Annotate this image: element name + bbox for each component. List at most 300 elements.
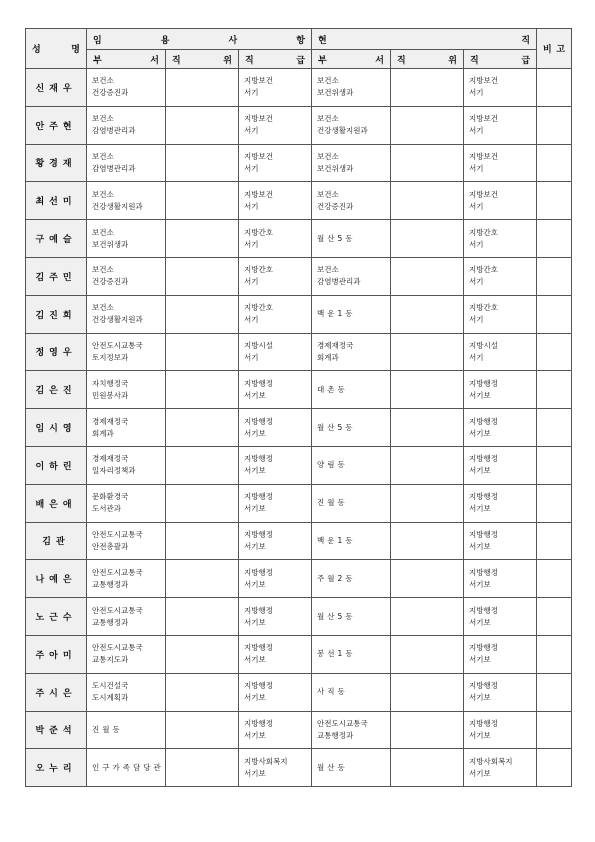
current-dept-line: 회계과 <box>317 352 339 362</box>
appointment-grade-line: 서기보 <box>244 504 266 514</box>
person-name: 최선미 <box>26 182 87 220</box>
appointment-dept-line: 보건소 <box>92 227 114 237</box>
person-name: 김진희 <box>26 295 87 333</box>
table-row <box>26 560 572 598</box>
remark-cell <box>537 333 572 371</box>
current-dept <box>312 257 391 295</box>
appointment-grade <box>239 446 312 484</box>
appointment-grade-line: 지방간호 <box>244 227 273 237</box>
current-position <box>391 333 464 371</box>
appointment-grade-line: 지방보건 <box>244 114 273 124</box>
appointment-dept <box>87 371 166 409</box>
current-grade-line: 서기 <box>469 126 484 136</box>
appointment-document <box>25 28 571 787</box>
table-row <box>26 635 572 673</box>
current-grade-line: 서기보 <box>469 693 491 703</box>
current-grade-line: 지방행정 <box>469 529 498 539</box>
appointment-grade <box>239 560 312 598</box>
current-dept <box>312 484 391 522</box>
current-dept-line: 경제재정국 <box>317 340 354 350</box>
appointment-dept-line: 경제재정국 <box>92 454 129 464</box>
person-name: 김관 <box>26 522 87 560</box>
current-position <box>391 673 464 711</box>
appointment-grade-line: 서기 <box>244 352 259 362</box>
person-name: 정영우 <box>26 333 87 371</box>
appointment-dept-line: 경제재정국 <box>92 416 129 426</box>
current-position <box>391 295 464 333</box>
current-dept-line: 건강생활지원과 <box>317 126 368 136</box>
header-appointment-position: 직 위 <box>166 50 239 69</box>
current-grade <box>464 409 537 447</box>
current-grade-line: 서기보 <box>469 541 491 551</box>
appointment-dept-line: 감염병관리과 <box>92 163 136 173</box>
current-grade-line: 서기보 <box>469 730 491 740</box>
current-grade-line: 서기보 <box>469 579 491 589</box>
appointment-grade-line: 지방행정 <box>244 529 273 539</box>
table-row <box>26 69 572 107</box>
appointment-grade-line: 서기 <box>244 126 259 136</box>
current-grade <box>464 522 537 560</box>
appointment-grade-line: 지방보건 <box>244 151 273 161</box>
appointment-grade-line: 서기보 <box>244 579 266 589</box>
person-name: 김주민 <box>26 257 87 295</box>
current-dept-line: 보건소 <box>317 76 339 86</box>
table-row <box>26 333 572 371</box>
appointment-dept <box>87 598 166 636</box>
appointment-grade-line: 서기보 <box>244 693 266 703</box>
table-row <box>26 711 572 749</box>
current-position <box>391 635 464 673</box>
current-grade-line: 지방간호 <box>469 227 498 237</box>
appointment-dept-line: 교통행정과 <box>92 579 129 589</box>
current-dept-line: 감염병관리과 <box>317 277 361 287</box>
header-remark: 비 고 <box>537 29 572 69</box>
appointment-dept-line: 민원봉사과 <box>92 390 129 400</box>
header-appointment: 임 용 사 항 <box>87 29 312 50</box>
current-grade <box>464 446 537 484</box>
header-appointment-dept: 부 서 <box>87 50 166 69</box>
current-dept-line: 교통행정과 <box>317 730 354 740</box>
appointment-position <box>166 598 239 636</box>
current-dept <box>312 144 391 182</box>
remark-cell <box>537 144 572 182</box>
appointment-grade <box>239 635 312 673</box>
remark-cell <box>537 749 572 787</box>
appointment-position <box>166 409 239 447</box>
appointment-grade-line: 지방행정 <box>244 454 273 464</box>
appointment-grade-line: 서기보 <box>244 390 266 400</box>
appointment-dept <box>87 446 166 484</box>
current-grade-line: 지방행정 <box>469 681 498 691</box>
remark-cell <box>537 598 572 636</box>
appointment-dept <box>87 295 166 333</box>
person-name: 배은애 <box>26 484 87 522</box>
appointment-position <box>166 69 239 107</box>
current-position <box>391 106 464 144</box>
appointment-grade-line: 서기보 <box>244 655 266 665</box>
current-grade-line: 지방시설 <box>469 340 498 350</box>
appointment-position <box>166 446 239 484</box>
current-grade <box>464 673 537 711</box>
appointment-dept-line: 안전도시교통국 <box>92 529 143 539</box>
remark-cell <box>537 560 572 598</box>
appointment-dept-line: 안전총괄과 <box>92 541 129 551</box>
current-dept-line: 월산5동 <box>317 422 356 432</box>
appointment-grade-line: 서기보 <box>244 541 266 551</box>
current-grade <box>464 749 537 787</box>
current-grade-line: 지방보건 <box>469 189 498 199</box>
table-row <box>26 673 572 711</box>
appointment-grade <box>239 598 312 636</box>
appointment-grade <box>239 711 312 749</box>
current-grade-line: 지방행정 <box>469 416 498 426</box>
current-position <box>391 446 464 484</box>
table-row <box>26 522 572 560</box>
current-dept <box>312 371 391 409</box>
appointment-dept-line: 건강생활지원과 <box>92 201 143 211</box>
appointment-grade-line: 지방간호 <box>244 265 273 275</box>
appointment-position <box>166 333 239 371</box>
appointment-rows <box>26 69 572 787</box>
appointment-dept-line: 안전도시교통국 <box>92 605 143 615</box>
appointment-dept-line: 보건소 <box>92 265 114 275</box>
current-dept-line: 백운1동 <box>317 309 356 319</box>
current-dept-line: 보건위생과 <box>317 88 354 98</box>
person-name: 노근수 <box>26 598 87 636</box>
current-grade-line: 서기보 <box>469 390 491 400</box>
appointment-dept-line: 토지정보과 <box>92 352 129 362</box>
current-dept <box>312 560 391 598</box>
current-grade <box>464 69 537 107</box>
remark-cell <box>537 409 572 447</box>
current-position <box>391 257 464 295</box>
current-grade <box>464 371 537 409</box>
current-dept-line: 봉선1동 <box>317 649 356 659</box>
appointment-dept-line: 문화환경국 <box>92 492 129 502</box>
header-appointment-grade: 직 급 <box>239 50 312 69</box>
current-grade <box>464 635 537 673</box>
appointment-dept-line: 보건위생과 <box>92 239 129 249</box>
remark-cell <box>537 220 572 258</box>
appointment-position <box>166 144 239 182</box>
current-grade-line: 지방간호 <box>469 265 498 275</box>
remark-cell <box>537 69 572 107</box>
current-grade-line: 서기보 <box>469 768 491 778</box>
person-name: 안주현 <box>26 106 87 144</box>
current-grade-line: 서기보 <box>469 428 491 438</box>
current-grade <box>464 295 537 333</box>
appointment-grade <box>239 484 312 522</box>
current-dept <box>312 409 391 447</box>
appointment-dept <box>87 182 166 220</box>
appointment-position <box>166 371 239 409</box>
table-row <box>26 446 572 484</box>
remark-cell <box>537 257 572 295</box>
appointment-position <box>166 635 239 673</box>
person-name: 황경재 <box>26 144 87 182</box>
current-dept <box>312 749 391 787</box>
current-grade <box>464 257 537 295</box>
appointment-dept <box>87 69 166 107</box>
appointment-dept-line: 감염병관리과 <box>92 126 136 136</box>
current-grade-line: 서기 <box>469 201 484 211</box>
current-grade-line: 서기보 <box>469 655 491 665</box>
appointment-position <box>166 522 239 560</box>
current-dept-line: 월산5동 <box>317 611 356 621</box>
remark-cell <box>537 446 572 484</box>
current-dept-line: 보건소 <box>317 151 339 161</box>
appointment-dept-line: 보건소 <box>92 151 114 161</box>
current-grade-line: 서기보 <box>469 617 491 627</box>
appointment-grade-line: 서기 <box>244 163 259 173</box>
current-grade-line: 서기 <box>469 163 484 173</box>
appointment-grade-line: 지방보건 <box>244 76 273 86</box>
appointment-grade-line: 서기보 <box>244 428 266 438</box>
appointment-grade-line: 지방간호 <box>244 303 273 313</box>
remark-cell <box>537 182 572 220</box>
current-grade-line: 지방보건 <box>469 114 498 124</box>
appointment-dept <box>87 673 166 711</box>
appointment-grade-line: 지방행정 <box>244 718 273 728</box>
current-dept <box>312 598 391 636</box>
current-grade-line: 지방행정 <box>469 454 498 464</box>
person-name: 구예슬 <box>26 220 87 258</box>
current-grade-line: 서기 <box>469 352 484 362</box>
table-row <box>26 295 572 333</box>
current-dept <box>312 333 391 371</box>
appointment-grade-line: 서기 <box>244 277 259 287</box>
current-grade <box>464 711 537 749</box>
appointment-dept-line: 건강생활지원과 <box>92 315 143 325</box>
appointment-dept <box>87 257 166 295</box>
appointment-dept-line: 진월동 <box>92 724 123 734</box>
appointment-grade <box>239 522 312 560</box>
appointment-position <box>166 711 239 749</box>
current-grade-line: 지방행정 <box>469 567 498 577</box>
appointment-dept-line: 보건소 <box>92 189 114 199</box>
appointment-dept-line: 교통지도과 <box>92 655 129 665</box>
current-grade-line: 지방보건 <box>469 76 498 86</box>
appointment-grade-line: 지방행정 <box>244 492 273 502</box>
appointment-grade <box>239 409 312 447</box>
appointment-dept-line: 건강증진과 <box>92 277 129 287</box>
current-grade <box>464 484 537 522</box>
current-grade-line: 서기 <box>469 239 484 249</box>
appointment-dept-line: 회계과 <box>92 428 114 438</box>
remark-cell <box>537 484 572 522</box>
appointment-dept-line: 건강증진과 <box>92 88 129 98</box>
appointment-grade-line: 서기 <box>244 88 259 98</box>
current-dept-line: 보건소 <box>317 265 339 275</box>
header-current-position: 직 위 <box>391 50 464 69</box>
person-name: 신재우 <box>26 69 87 107</box>
current-dept <box>312 69 391 107</box>
current-position <box>391 371 464 409</box>
appointment-dept <box>87 711 166 749</box>
current-dept-line: 양림동 <box>317 460 348 470</box>
current-grade-line: 지방행정 <box>469 643 498 653</box>
current-grade <box>464 106 537 144</box>
appointment-grade <box>239 295 312 333</box>
appointment-grade <box>239 220 312 258</box>
appointment-position <box>166 295 239 333</box>
current-position <box>391 182 464 220</box>
remark-cell <box>537 711 572 749</box>
appointment-position <box>166 749 239 787</box>
current-dept-line: 진월동 <box>317 498 348 508</box>
appointment-table <box>25 28 572 787</box>
current-position <box>391 711 464 749</box>
current-grade-line: 서기 <box>469 277 484 287</box>
current-dept <box>312 295 391 333</box>
current-grade-line: 서기 <box>469 88 484 98</box>
person-name: 김은진 <box>26 371 87 409</box>
current-grade-line: 지방사회복지 <box>469 756 513 766</box>
table-row <box>26 409 572 447</box>
current-position <box>391 144 464 182</box>
appointment-grade-line: 지방행정 <box>244 681 273 691</box>
person-name: 오누리 <box>26 749 87 787</box>
table-row <box>26 182 572 220</box>
appointment-dept-line: 도시건설국 <box>92 681 129 691</box>
appointment-grade <box>239 106 312 144</box>
appointment-dept <box>87 333 166 371</box>
current-grade-line: 서기보 <box>469 466 491 476</box>
current-grade <box>464 598 537 636</box>
current-position <box>391 522 464 560</box>
appointment-grade-line: 지방행정 <box>244 643 273 653</box>
appointment-grade-line: 지방행정 <box>244 378 273 388</box>
table-row <box>26 749 572 787</box>
current-dept-line: 보건소 <box>317 114 339 124</box>
current-dept <box>312 106 391 144</box>
appointment-grade <box>239 673 312 711</box>
current-position <box>391 598 464 636</box>
appointment-grade <box>239 182 312 220</box>
current-grade-line: 지방행정 <box>469 718 498 728</box>
appointment-grade-line: 지방보건 <box>244 189 273 199</box>
current-dept <box>312 711 391 749</box>
table-row <box>26 106 572 144</box>
appointment-grade-line: 서기 <box>244 239 259 249</box>
person-name: 이하린 <box>26 446 87 484</box>
appointment-grade-line: 서기 <box>244 201 259 211</box>
current-grade-line: 지방행정 <box>469 492 498 502</box>
appointment-grade-line: 지방행정 <box>244 567 273 577</box>
appointment-dept <box>87 220 166 258</box>
appointment-dept-line: 일자리정책과 <box>92 466 136 476</box>
table-row <box>26 371 572 409</box>
current-position <box>391 220 464 258</box>
appointment-dept-line: 도시계획과 <box>92 693 129 703</box>
person-name: 임시영 <box>26 409 87 447</box>
appointment-dept-line: 안전도시교통국 <box>92 340 143 350</box>
appointment-dept-line: 보건소 <box>92 303 114 313</box>
appointment-grade-line: 지방행정 <box>244 416 273 426</box>
table-row <box>26 257 572 295</box>
header-current-dept: 부 서 <box>312 50 391 69</box>
current-dept-line: 사직동 <box>317 687 348 697</box>
table-row <box>26 598 572 636</box>
table-row <box>26 220 572 258</box>
header-name: 성 명 <box>26 29 87 69</box>
remark-cell <box>537 295 572 333</box>
current-grade <box>464 144 537 182</box>
appointment-position <box>166 220 239 258</box>
appointment-position <box>166 673 239 711</box>
current-grade-line: 지방간호 <box>469 303 498 313</box>
appointment-position <box>166 484 239 522</box>
current-dept <box>312 220 391 258</box>
current-dept-line: 안전도시교통국 <box>317 718 368 728</box>
remark-cell <box>537 522 572 560</box>
current-position <box>391 69 464 107</box>
appointment-grade-line: 서기보 <box>244 730 266 740</box>
remark-cell <box>537 635 572 673</box>
appointment-grade-line: 지방사회복지 <box>244 756 288 766</box>
current-position <box>391 749 464 787</box>
current-grade <box>464 560 537 598</box>
current-dept-line: 대촌동 <box>317 384 348 394</box>
appointment-grade <box>239 257 312 295</box>
person-name: 나예은 <box>26 560 87 598</box>
current-dept-line: 주월2동 <box>317 573 356 583</box>
appointment-grade-line: 서기보 <box>244 768 266 778</box>
appointment-grade <box>239 749 312 787</box>
current-position <box>391 484 464 522</box>
table-row <box>26 484 572 522</box>
appointment-grade <box>239 333 312 371</box>
current-dept <box>312 635 391 673</box>
appointment-dept-line: 인구가족담당관 <box>92 762 164 772</box>
appointment-dept-line: 교통행정과 <box>92 617 129 627</box>
appointment-dept <box>87 106 166 144</box>
appointment-dept <box>87 484 166 522</box>
current-dept-line: 월산동 <box>317 762 348 772</box>
person-name: 박준석 <box>26 711 87 749</box>
appointment-grade <box>239 69 312 107</box>
appointment-dept <box>87 635 166 673</box>
header-current-grade: 직 급 <box>464 50 537 69</box>
current-dept-line: 보건위생과 <box>317 163 354 173</box>
person-name: 주시은 <box>26 673 87 711</box>
appointment-position <box>166 106 239 144</box>
person-name: 주아미 <box>26 635 87 673</box>
current-position <box>391 409 464 447</box>
current-grade-line: 서기보 <box>469 504 491 514</box>
appointment-dept-line: 안전도시교통국 <box>92 643 143 653</box>
remark-cell <box>537 106 572 144</box>
appointment-grade <box>239 144 312 182</box>
current-dept-line: 월산5동 <box>317 233 356 243</box>
current-dept <box>312 673 391 711</box>
appointment-grade-line: 서기보 <box>244 617 266 627</box>
current-dept <box>312 522 391 560</box>
header-current: 현 직 <box>312 29 537 50</box>
appointment-dept <box>87 560 166 598</box>
appointment-dept-line: 보건소 <box>92 76 114 86</box>
current-dept-line: 건강증진과 <box>317 201 354 211</box>
current-dept <box>312 446 391 484</box>
current-position <box>391 560 464 598</box>
appointment-grade <box>239 371 312 409</box>
current-dept-line: 보건소 <box>317 189 339 199</box>
current-grade-line: 지방행정 <box>469 605 498 615</box>
remark-cell <box>537 371 572 409</box>
appointment-grade-line: 지방행정 <box>244 605 273 615</box>
appointment-grade-line: 지방시설 <box>244 340 273 350</box>
appointment-dept-line: 안전도시교통국 <box>92 567 143 577</box>
